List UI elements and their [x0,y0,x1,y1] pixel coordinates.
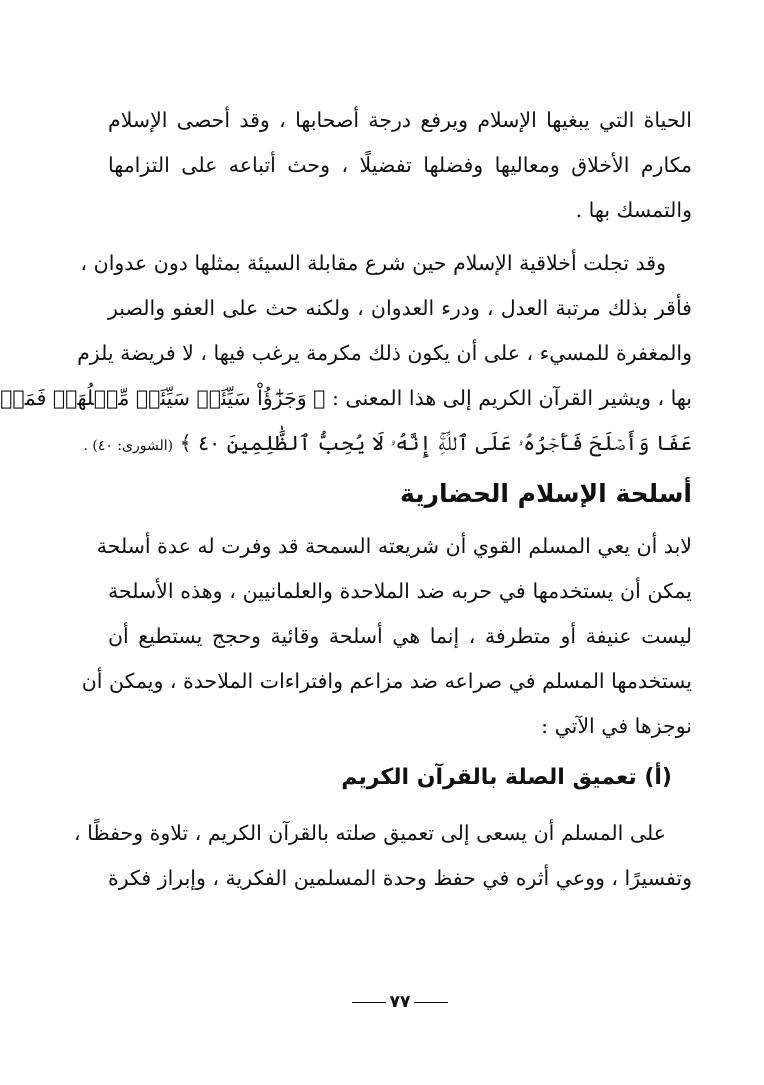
paragraph-line: مكارم الأخلاق ومعاليها وفضلها تفضيلًا ، وحث أتباعه على التزامها [108,153,692,177]
section-heading: أسلحة الإسلام الحضارية [400,479,692,508]
paragraph-line: وقد تجلت أخلاقية الإسلام حين شرع مقابلة السيئة بمثلها دون عدوان ، [80,251,666,275]
paragraph-line: لابد أن يعي المسلم القوي أن شريعته السمحة قد وفرت له عدة أسلحة [96,534,692,558]
quran-verse-part-1: ﴿ وَجَزَٰٓؤُاْ سَيِّئَةٖ سَيِّئَةٞ مِّثۡلُهَاۖ فَمَنۡ [0,386,326,410]
paragraph-line: على المسلم أن يسعى إلى تعميق صلته بالقرآن الكريم ، تلاوة وحفظًا ، [73,821,666,845]
paragraph-line: فأقر بذلك مرتبة العدل ، ودرء العدوان ، ولكنه حث على العفو والصبر [108,296,692,320]
footer-dash-left [414,1002,448,1003]
paragraph-line: يمكن أن يستخدمها في حربه ضد الملاحدة والعلمانيين ، وهذه الأسلحة [108,579,692,603]
paragraph-line: والمغفرة للمسيء ، على أن يكون ذلك مكرمة يرغب فيها ، لا فريضة يلزم [77,341,692,365]
paragraph-line-with-verse [0,376,692,421]
paragraph-line: وتفسيرًا ، ووعي أثره في حفظ وحدة المسلمين الفكرية ، وإبراز فكرة [108,866,692,890]
paragraph-line: نوجزها في الآتي : [541,714,692,738]
quran-verse-part-2: عَفَا وَأَصۡلَحَ فَأَجۡرُهُۥ عَلَى ٱللَّهِۚ إِنَّهُۥ لَا يُحِبُّ ٱلظَّٰلِمِينَ ٤٠ ﴾ [179,431,692,455]
paragraph-line: بها ، ويشير القرآن الكريم إلى هذا المعنى : [332,386,692,410]
paragraph-1 [108,98,692,233]
page-body [0,98,692,901]
paragraph-line: الحياة التي يبغيها الإسلام ويرفع درجة أصحابها ، وقد أحصى الإسلام [108,108,692,132]
paragraph-3 [81,524,692,749]
paragraph-line: يستخدمها المسلم في صراعه ضد مزاعم وافتراءات الملاحدة ، ويمكن أن [81,669,692,693]
verse-reference: (الشورى: ٤٠) . [83,438,174,454]
page-number: ٧٧ [389,992,411,1012]
paragraph-4 [73,811,692,901]
verse-line [83,421,692,466]
footer-dash-right [352,1002,386,1003]
paragraph-2 [0,241,692,466]
paragraph-line: ليست عنيفة أو متطرفة ، إنما هي أسلحة وقائية وحجج يستطيع أن [108,624,692,648]
page-footer [36,992,764,1012]
paragraph-line: والتمسك بها . [575,198,692,222]
subsection-heading: (أ) تعميق الصلة بالقرآن الكريم [341,765,672,790]
